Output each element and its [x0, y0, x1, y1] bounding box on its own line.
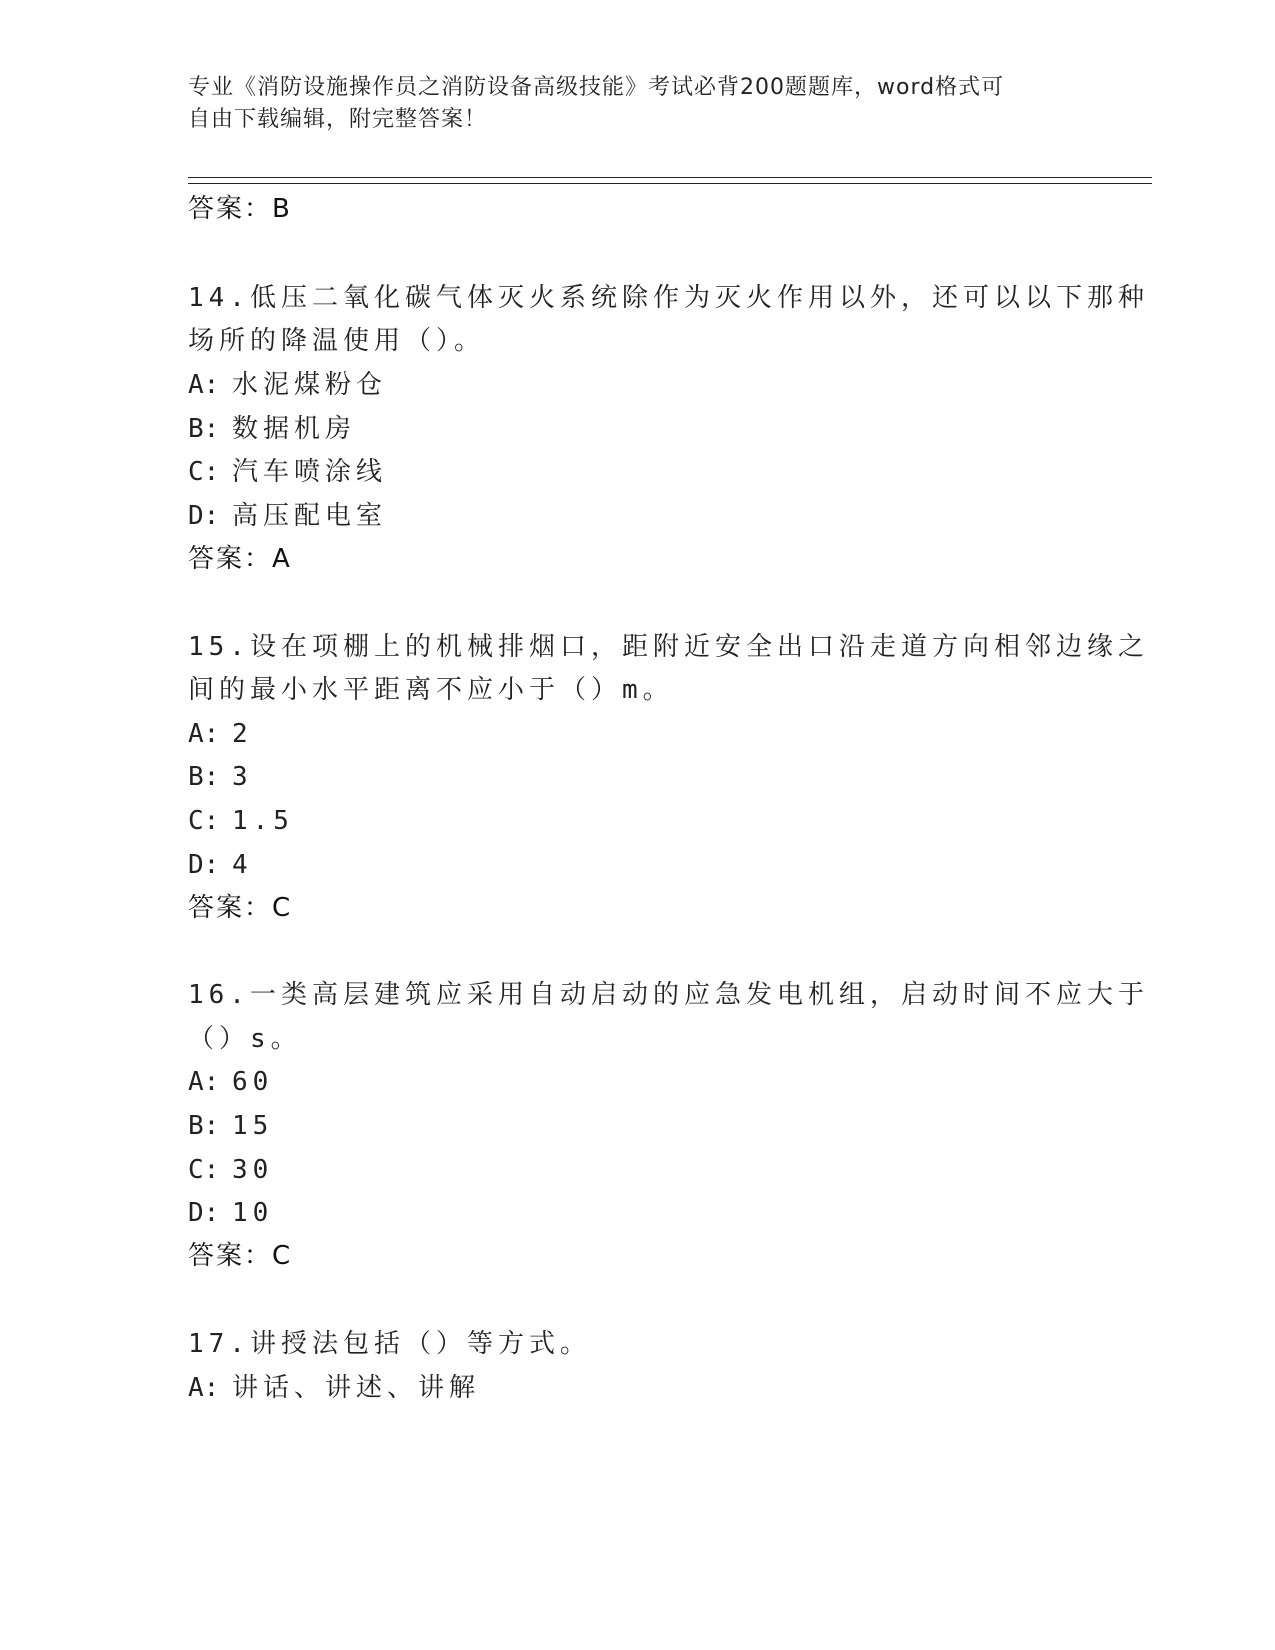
option-key: C: [188, 1155, 220, 1185]
option-text: 10 [232, 1198, 274, 1228]
answer-line: 答案：B [188, 194, 292, 224]
question-16-option-a [188, 1066, 273, 1098]
option-key: B: [188, 1111, 220, 1141]
header-rule-top [188, 177, 1152, 178]
option-key: C: [188, 457, 220, 487]
header-rule-bottom [188, 183, 1152, 184]
question-15-text-line-2: 间的最小水平距离不应小于（）m。 [188, 675, 674, 705]
option-text: 2 [232, 719, 253, 749]
question-14-text-line-1: 14.低压二氧化碳气体灭火系统除作为灭火作用以外，还可以以下那种 [188, 283, 1149, 313]
option-text: 30 [232, 1155, 274, 1185]
option-key: A: [188, 1373, 220, 1403]
option-text: 1.5 [232, 806, 294, 836]
option-text: 60 [232, 1067, 274, 1097]
question-14-option-a [188, 369, 387, 401]
question-15-text-line-1: 15.设在项棚上的机械排烟口，距附近安全出口沿走道方向相邻边缘之 [188, 632, 1149, 662]
option-key: B: [188, 762, 220, 792]
question-17-option-a [188, 1372, 480, 1404]
option-text: 水泥煤粉仓 [232, 370, 388, 400]
header-line-2: 自由下载编辑，附完整答案！ [188, 107, 488, 132]
document-header [188, 72, 1088, 136]
question-16-option-b [188, 1110, 273, 1142]
question-14-answer: 答案：A [188, 544, 292, 574]
option-text: 讲话、讲述、讲解 [232, 1373, 481, 1403]
question-16-text-line-1: 16.一类高层建筑应采用自动启动的应急发电机组，启动时间不应大于 [188, 980, 1149, 1010]
option-text: 3 [232, 762, 253, 792]
question-16-option-c [188, 1154, 273, 1186]
option-key: A: [188, 1067, 220, 1097]
option-text: 4 [232, 850, 253, 880]
option-key: B: [188, 414, 220, 444]
question-16-text-line-2: （）s。 [188, 1024, 302, 1054]
question-15-option-d [188, 849, 253, 881]
option-key: D: [188, 1198, 220, 1228]
option-text: 高压配电室 [232, 501, 388, 531]
question-14-text-line-2: 场所的降温使用（）。 [188, 326, 486, 356]
option-text: 15 [232, 1111, 274, 1141]
option-text: 数据机房 [232, 414, 357, 444]
option-key: A: [188, 719, 220, 749]
question-15-option-c [188, 805, 294, 837]
option-key: C: [188, 806, 220, 836]
question-17-text-line-1: 17.讲授法包括（）等方式。 [188, 1329, 591, 1359]
question-15-option-a [188, 718, 253, 750]
question-14-option-b [188, 413, 356, 445]
option-key: D: [188, 850, 220, 880]
header-line-1: 专业《消防设施操作员之消防设备高级技能》考试必背200题题库，word格式可 [188, 75, 1005, 100]
option-text: 汽车喷涂线 [232, 457, 388, 487]
option-key: D: [188, 501, 220, 531]
question-16-answer: 答案：C [188, 1241, 293, 1271]
option-key: A: [188, 370, 220, 400]
question-15-option-b [188, 761, 253, 793]
question-16-option-d [188, 1197, 273, 1229]
question-15-answer: 答案：C [188, 893, 293, 923]
question-14-option-c [188, 456, 387, 488]
question-14-option-d [188, 500, 387, 532]
